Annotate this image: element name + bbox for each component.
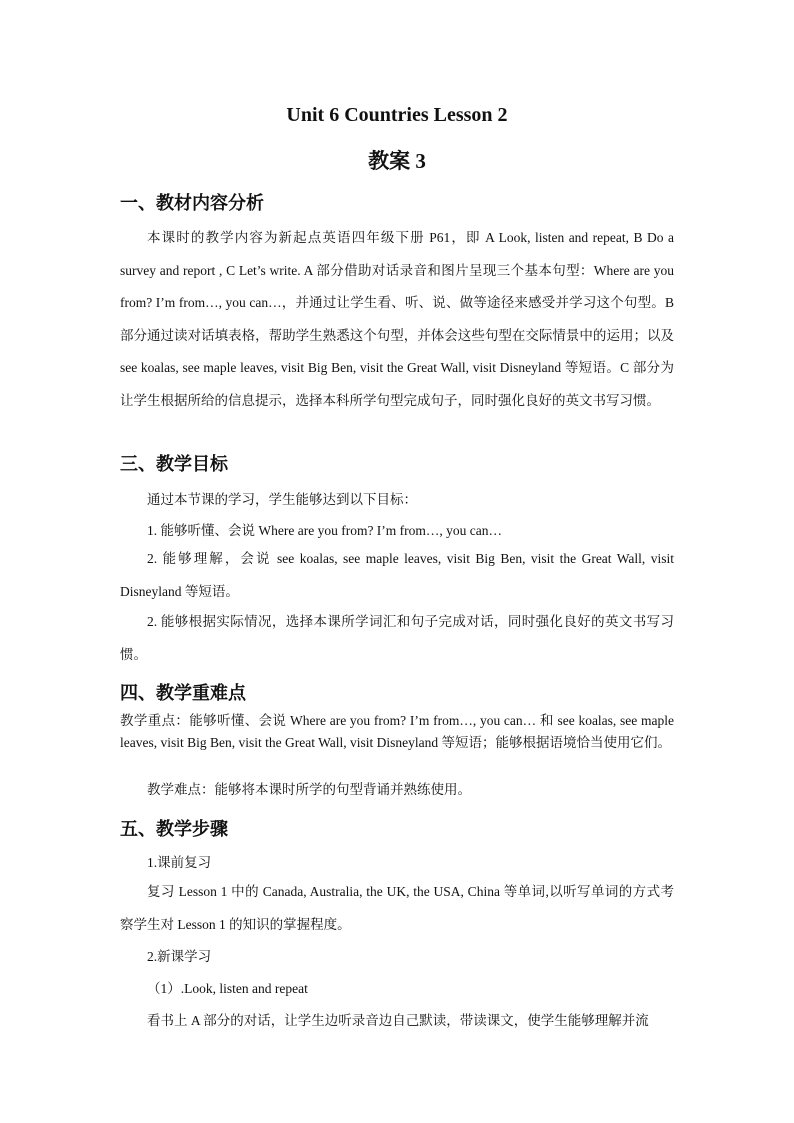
objective-item-3: 2. 能够根据实际情况，选择本课所学词汇和句子完成对话，同时强化良好的英文书写习惯。: [120, 614, 674, 662]
objective-item-1: 1. 能够听懂、会说 Where are you from? I’m from…, you can…: [147, 523, 503, 538]
section-heading-1: 一、教材内容分析: [120, 193, 264, 213]
objective-item-2: 2. 能够理解，会说 see koalas, see maple leaves, visit Big Ben, visit the Great Wall, visit Disneyland 等短语。: [120, 551, 674, 599]
document-subtitle: 教案 3: [368, 149, 426, 173]
step-2-paragraph: 看书上 A 部分的对话，让学生边听录音边自己默读，带读课文，使学生能够理解并流: [147, 1013, 649, 1028]
section-heading-4: 四、教学重难点: [120, 683, 246, 703]
document-title: Unit 6 Countries Lesson 2: [286, 104, 508, 126]
objectives-intro: 通过本节课的学习，学生能够达到以下目标：: [147, 492, 417, 507]
step-2-subtitle: （1）.Look, listen and repeat: [147, 981, 308, 996]
key-points: 教学重点：能够听懂、会说 Where are you from? I’m from…, you can… 和 see koalas, see maple leaves, visit Big Ben, visit the Great Wall, visit Disneyland 等短语；能够根据语境恰当使用它们。: [120, 713, 674, 750]
step-1-title: 1.课前复习: [147, 855, 212, 870]
step-2-title: 2.新课学习: [147, 949, 212, 964]
section-heading-3: 三、教学目标: [120, 454, 228, 474]
difficult-points: 教学难点：能够将本课时所学的句型背诵并熟练使用。: [147, 782, 471, 797]
section-heading-5: 五、教学步骤: [120, 819, 228, 839]
section-1-paragraph: 本课时的教学内容为新起点英语四年级下册 P61，即 A Look, listen and repeat, B Do a survey and report , C Let’s write. A 部分借助对话录音和图片呈现三个基本句型：Where are you from? I’m from…, you can…，并通过让学生看、听、说、做等途径来感受并学习这个句型。B 部分通过读对话填表格，帮助学生熟悉这个句型，并体会这些句型在交际情景中的运用；以及 see koalas, see maple leaves, visit Big Ben, visit the Great Wall, visit Disneyland 等短语。C 部分为让学生根据所给的信息提示，选择本科所学句型完成句子，同时强化良好的英文书写习惯。: [120, 230, 674, 408]
step-1-paragraph: 复习 Lesson 1 中的 Canada, Australia, the UK, the USA, China 等单词,以听写单词的方式考察学生对 Lesson 1 的知识的掌握程度。: [120, 884, 674, 932]
